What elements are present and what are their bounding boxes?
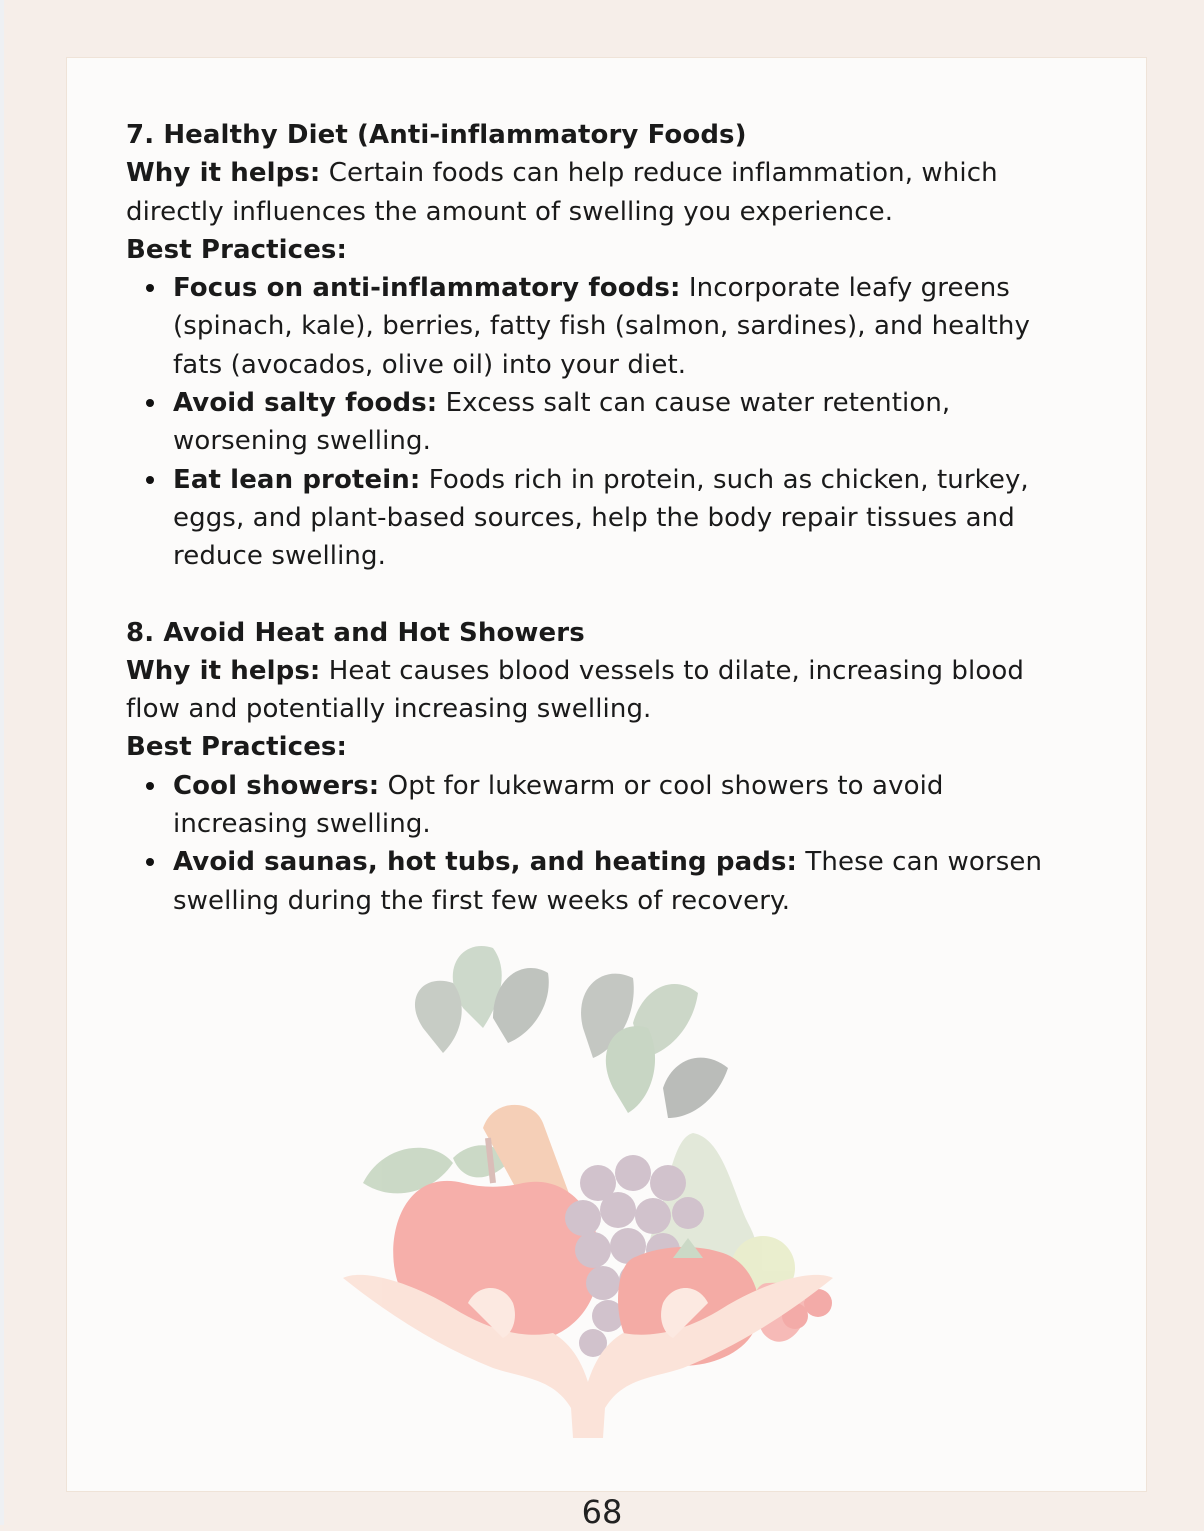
bullet-label: Avoid salty foods:: [173, 388, 438, 419]
why-it-helps-paragraph: [126, 154, 1066, 231]
list-item: [173, 461, 1066, 576]
section-healthy-diet: [126, 116, 1066, 576]
list-item: [173, 843, 1066, 920]
best-practices-list: [126, 269, 1066, 575]
bullet-label: Focus on anti-inflammatory foods:: [173, 273, 681, 304]
best-practices-heading: Best Practices:: [126, 234, 348, 265]
why-text: Heat causes blood vessels to dilate, increasing blood flow and potentially increasing swelling.: [126, 655, 1024, 725]
bullet-text: Opt for lukewarm or cool showers to avoid increasing swelling.: [173, 770, 944, 840]
section-title: 7. Healthy Diet (Anti-inflammatory Foods): [126, 120, 747, 150]
bullet-text: Excess salt can cause water retention, worsening swelling.: [173, 388, 951, 457]
section-avoid-heat: [126, 614, 1066, 920]
page-content: [126, 116, 1066, 920]
why-label: Why it helps:: [126, 158, 321, 189]
best-practices-list: [126, 767, 1066, 920]
list-item: [173, 767, 1066, 844]
bullet-text: Foods rich in protein, such as chicken, turkey, eggs, and plant-based sources, help the body repair tissues and reduce swelling.: [173, 464, 1029, 572]
leaf-shape: [663, 1058, 728, 1118]
bullet-label: Cool showers:: [173, 770, 380, 801]
viewer-left-edge: [0, 0, 4, 1525]
hands-holding-fruits-vegetables-icon: [343, 938, 833, 1438]
why-it-helps-paragraph: [126, 652, 1066, 729]
bullet-label: Eat lean protein:: [173, 464, 421, 495]
section-title: 8. Avoid Heat and Hot Showers: [126, 617, 585, 648]
leaf-shape: [415, 981, 462, 1053]
list-item: [173, 269, 1066, 384]
page-number: 68: [581, 1493, 623, 1531]
document-page: [66, 57, 1147, 1492]
leaf-shape: [606, 1026, 655, 1113]
list-item: [173, 384, 1066, 461]
section-spacer: [126, 576, 1066, 614]
best-practices-heading: Best Practices:: [126, 732, 348, 763]
why-label: Why it helps:: [126, 655, 321, 686]
why-text: Certain foods can help reduce inflammation, which directly influences the amount of swelling you experience.: [126, 158, 998, 227]
bullet-text: These can worsen swelling during the first few weeks of recovery.: [173, 847, 1043, 916]
bullet-label: Avoid saunas, hot tubs, and heating pads:: [173, 847, 798, 878]
bullet-text: Incorporate leafy greens (spinach, kale), berries, fatty fish (salmon, sardines), and healthy fats (avocados, olive oil) into your diet.: [173, 273, 1030, 380]
